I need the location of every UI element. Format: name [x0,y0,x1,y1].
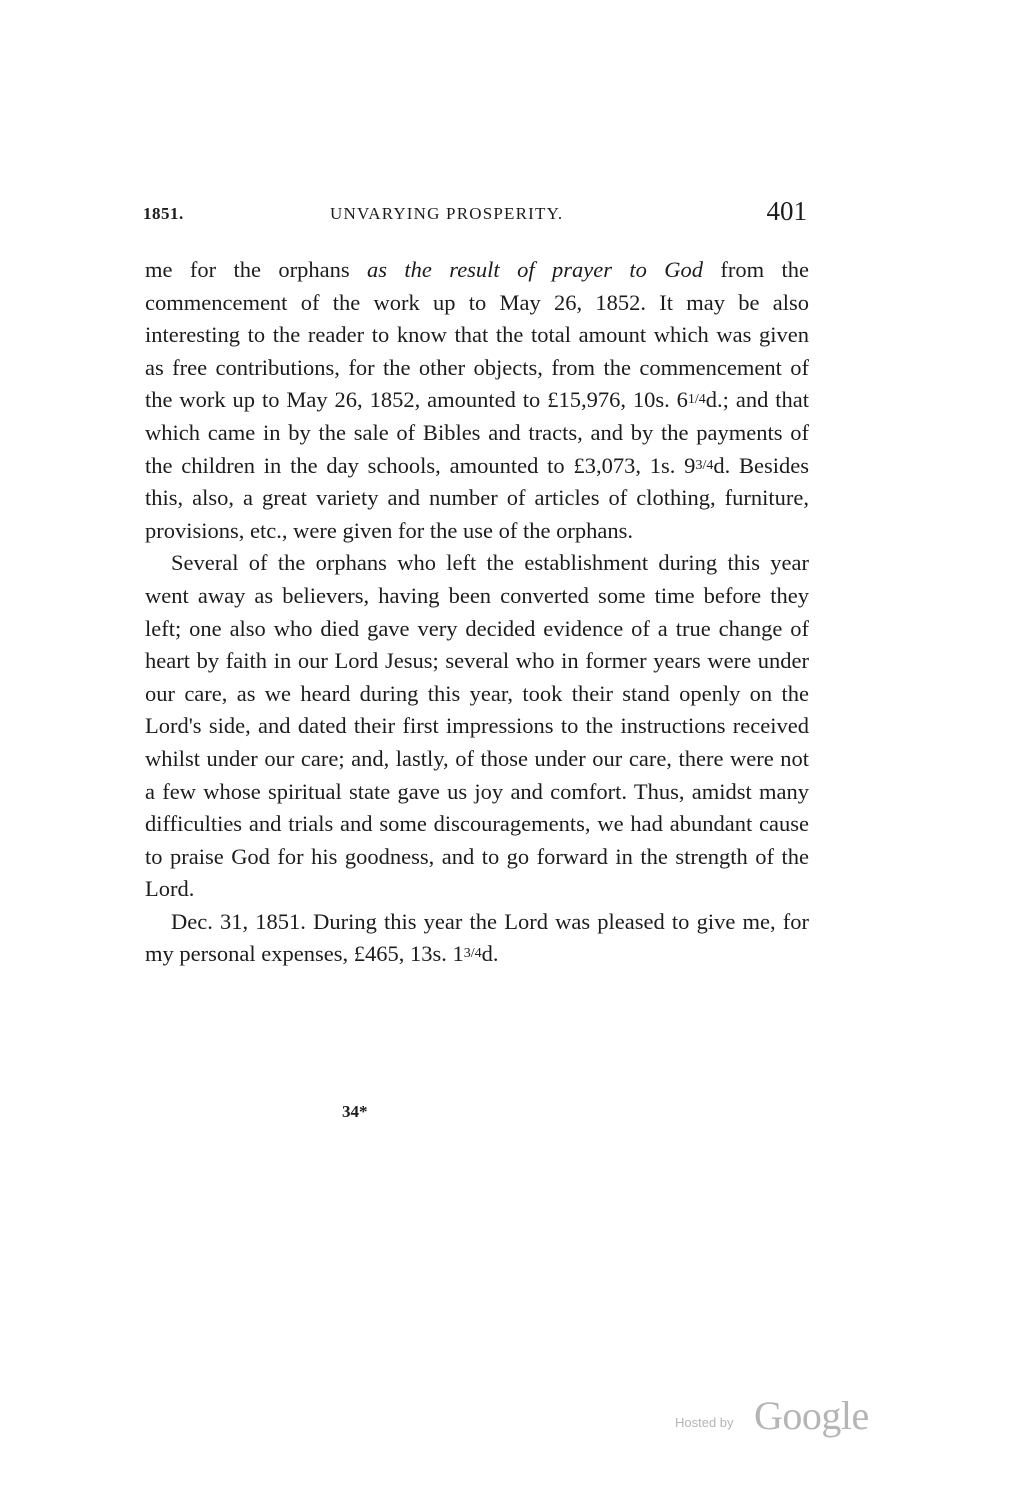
hosted-by-label: Hosted by [675,1415,734,1430]
paragraph-1-text-d: d. Besides this, also, a great variety and number of articles of clothing, furniture, provisions, etc., were given for the use of the orphans. [145,452,809,543]
paragraph-2: Several of the orphans who left the establishment during this year went away as believers, having been converted some time before they left; one also who died gave very decided evidence of a true change of heart by faith in our Lord Jesus; several who in former years were under our care, as we heard during this year, took their stand openly on the Lord's side, and dated their first impressions to the instructions received whilst under our care; and, lastly, of those under our care, there were not a few whose spiritual state gave us joy and comfort. Thus, amidst many difficulties and trials and some discouragements, we had abundant cause to praise God for his goodness, and to go forward in the strength of the Lord. [145,550,809,902]
paragraph-1-text-a: me for the orphans [145,257,367,282]
body-text [145,254,809,971]
paragraph-1-italic: as the result of prayer to God [367,257,703,282]
header-title: UNVARYING PROSPERITY. [330,204,564,223]
paragraph-3-text-a: Dec. 31, 1851. During this year the Lord was pleased to give me, for my personal expenses, £465, 13s. 1 [145,908,809,967]
running-head [143,196,807,232]
signature-mark: 34* [342,1102,368,1121]
paragraph-3-text-b: d. [481,941,499,967]
paragraph-1-text-b: from the commencement of the work up to May 26, 1852. It may be also interesting to the reader to know that the total amount which was given as free contributions, for the other objects, from the commencement of the work up to May 26, 1852, amounted to £15,976, 10s. 6 [145,257,809,413]
fraction-three-quarters: 3/4 [695,457,714,473]
google-logo: Google [754,1393,869,1438]
header-year: 1851. [143,204,184,223]
fraction-one-quarter: 1/4 [687,392,706,408]
google-watermark [675,1392,885,1440]
fraction-three-quarters: 3/4 [463,946,482,962]
paragraph-3 [145,906,809,971]
paragraph-1-text-c: d.; and that which came in by the sale of Bibles and tracts, and by the payments of the children in the day schools, amounted to £3,073, 1s. 9 [145,387,809,478]
paragraph-1 [145,254,809,547]
page-number: 401 [766,196,807,226]
